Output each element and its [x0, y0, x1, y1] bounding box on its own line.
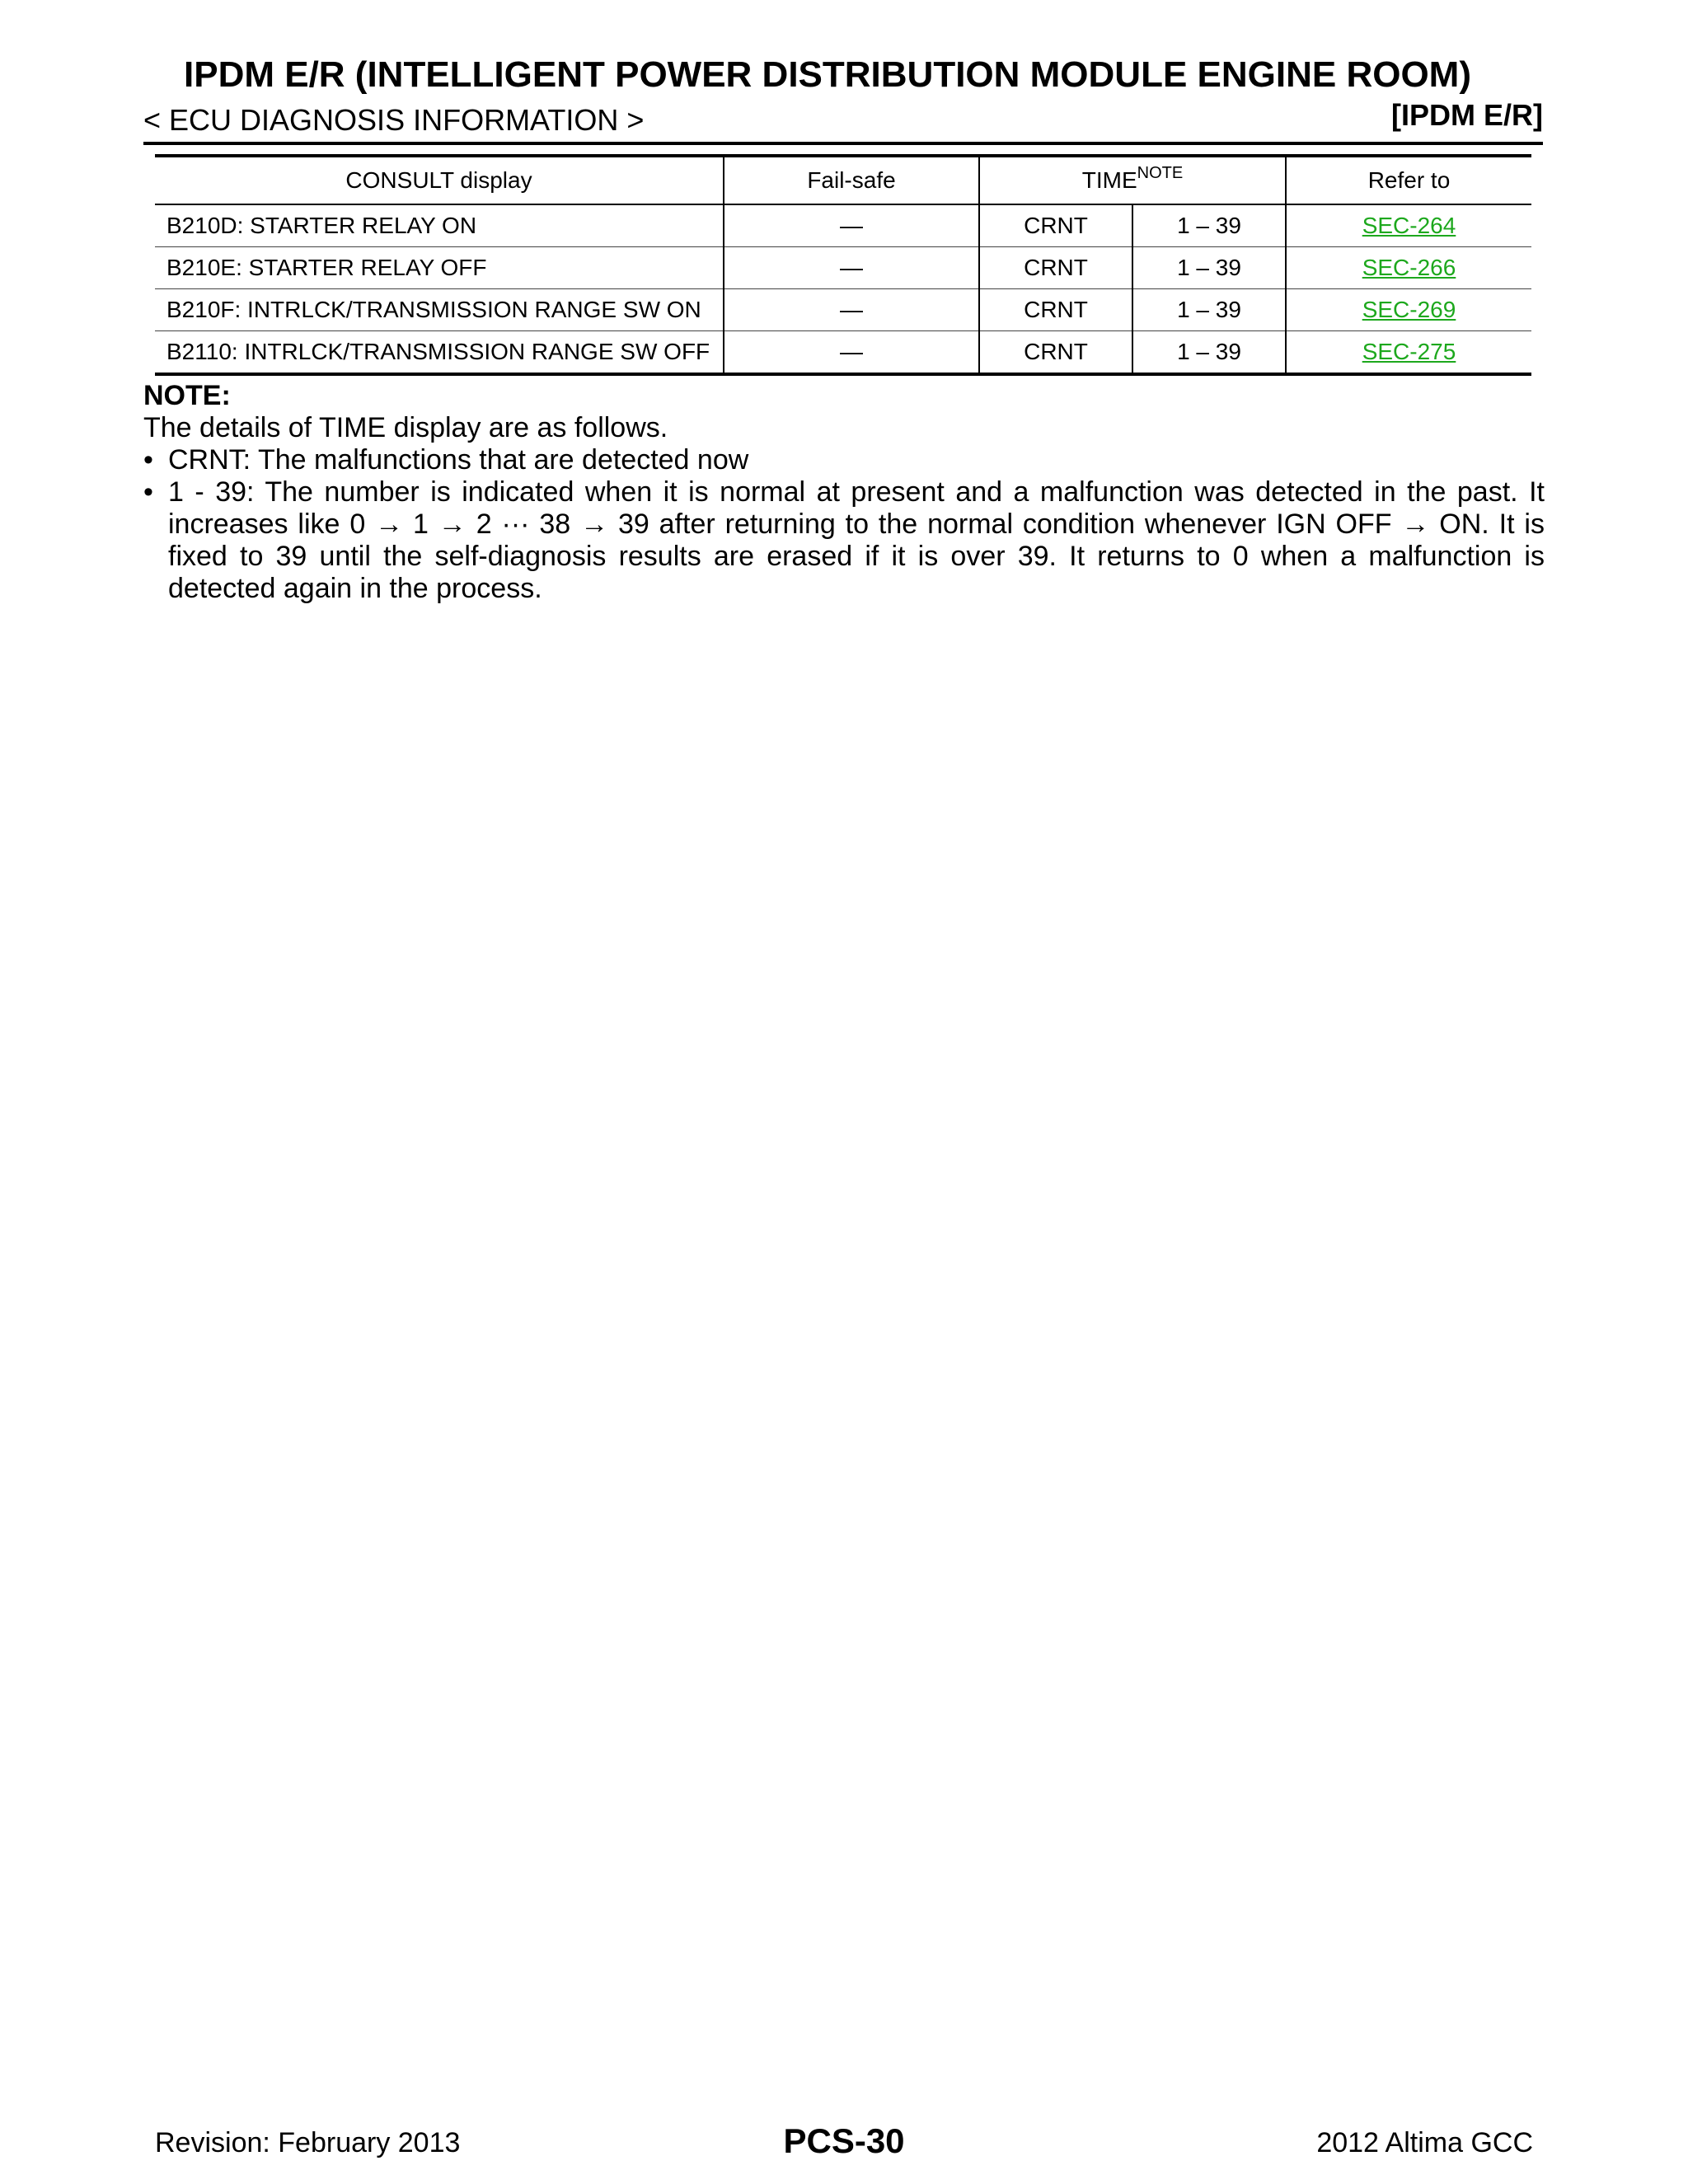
- section-label: < ECU DIAGNOSIS INFORMATION >: [143, 103, 645, 137]
- footer-model: 2012 Altima GCC: [1316, 2127, 1533, 2158]
- time-current-cell: CRNT: [979, 289, 1132, 331]
- failsafe-cell: —: [724, 331, 979, 375]
- time-past-cell: 1 – 39: [1132, 289, 1286, 331]
- time-label: TIME: [1081, 167, 1137, 193]
- consult-cell: B210D: STARTER RELAY ON: [155, 204, 724, 247]
- refer-link[interactable]: SEC-264: [1362, 213, 1456, 238]
- time-note-marker: NOTE: [1137, 164, 1184, 182]
- time-current-cell: CRNT: [979, 331, 1132, 375]
- refer-link[interactable]: SEC-269: [1362, 297, 1456, 322]
- time-past-cell: 1 – 39: [1132, 204, 1286, 247]
- page-title: IPDM E/R (INTELLIGENT POWER DISTRIBUTION MODULE ENGINE ROOM): [184, 54, 1471, 95]
- refer-cell: [1286, 331, 1531, 375]
- time-current-cell: CRNT: [979, 247, 1132, 289]
- bullet-icon: •: [143, 444, 153, 476]
- note-bullet-text: 1 - 39: The number is indicated when it is normal at present and a malfunction was detected in the past. It increases like 0 → 1 → 2 ··· 38 → 39 after returning to the normal condition whenever IGN OFF → ON. It is fixed to 39 until the self-diagnosis results are erased if it is over 39. It returns to 0 when a malfunction is detected again in the process.: [168, 476, 1545, 604]
- note-intro: The details of TIME display are as follows.: [143, 412, 668, 443]
- time-past-cell: 1 – 39: [1132, 331, 1286, 375]
- table-row: [155, 289, 1531, 331]
- refer-link[interactable]: SEC-266: [1362, 255, 1456, 280]
- dtc-table: [155, 154, 1531, 376]
- consult-cell: B210F: INTRLCK/TRANSMISSION RANGE SW ON: [155, 289, 724, 331]
- table-header-row: [155, 156, 1531, 204]
- failsafe-cell: —: [724, 289, 979, 331]
- refer-link[interactable]: SEC-275: [1362, 339, 1456, 364]
- table-row: [155, 331, 1531, 375]
- footer-revision: Revision: February 2013: [155, 2127, 461, 2158]
- note-heading: NOTE:: [143, 380, 231, 411]
- column-header-consult: CONSULT display: [155, 156, 724, 204]
- note-bullet: [143, 476, 1545, 605]
- consult-cell: B210E: STARTER RELAY OFF: [155, 247, 724, 289]
- note-block: [143, 380, 1545, 605]
- bullet-icon: •: [143, 476, 153, 508]
- table-row: [155, 247, 1531, 289]
- failsafe-cell: —: [724, 204, 979, 247]
- note-bullet: [143, 444, 1545, 476]
- time-current-cell: CRNT: [979, 204, 1132, 247]
- module-tag: [IPDM E/R]: [1391, 98, 1543, 132]
- consult-cell: B2110: INTRLCK/TRANSMISSION RANGE SW OFF: [155, 331, 724, 375]
- footer-page-number: PCS-30: [783, 2121, 905, 2160]
- time-past-cell: 1 – 39: [1132, 247, 1286, 289]
- header-divider: [143, 142, 1543, 145]
- refer-cell: [1286, 204, 1531, 247]
- refer-cell: [1286, 289, 1531, 331]
- table-row: [155, 204, 1531, 247]
- column-header-time: [979, 156, 1286, 204]
- failsafe-cell: —: [724, 247, 979, 289]
- refer-cell: [1286, 247, 1531, 289]
- column-header-refer: Refer to: [1286, 156, 1531, 204]
- column-header-failsafe: Fail-safe: [724, 156, 979, 204]
- note-bullet-text: CRNT: The malfunctions that are detected now: [168, 444, 749, 476]
